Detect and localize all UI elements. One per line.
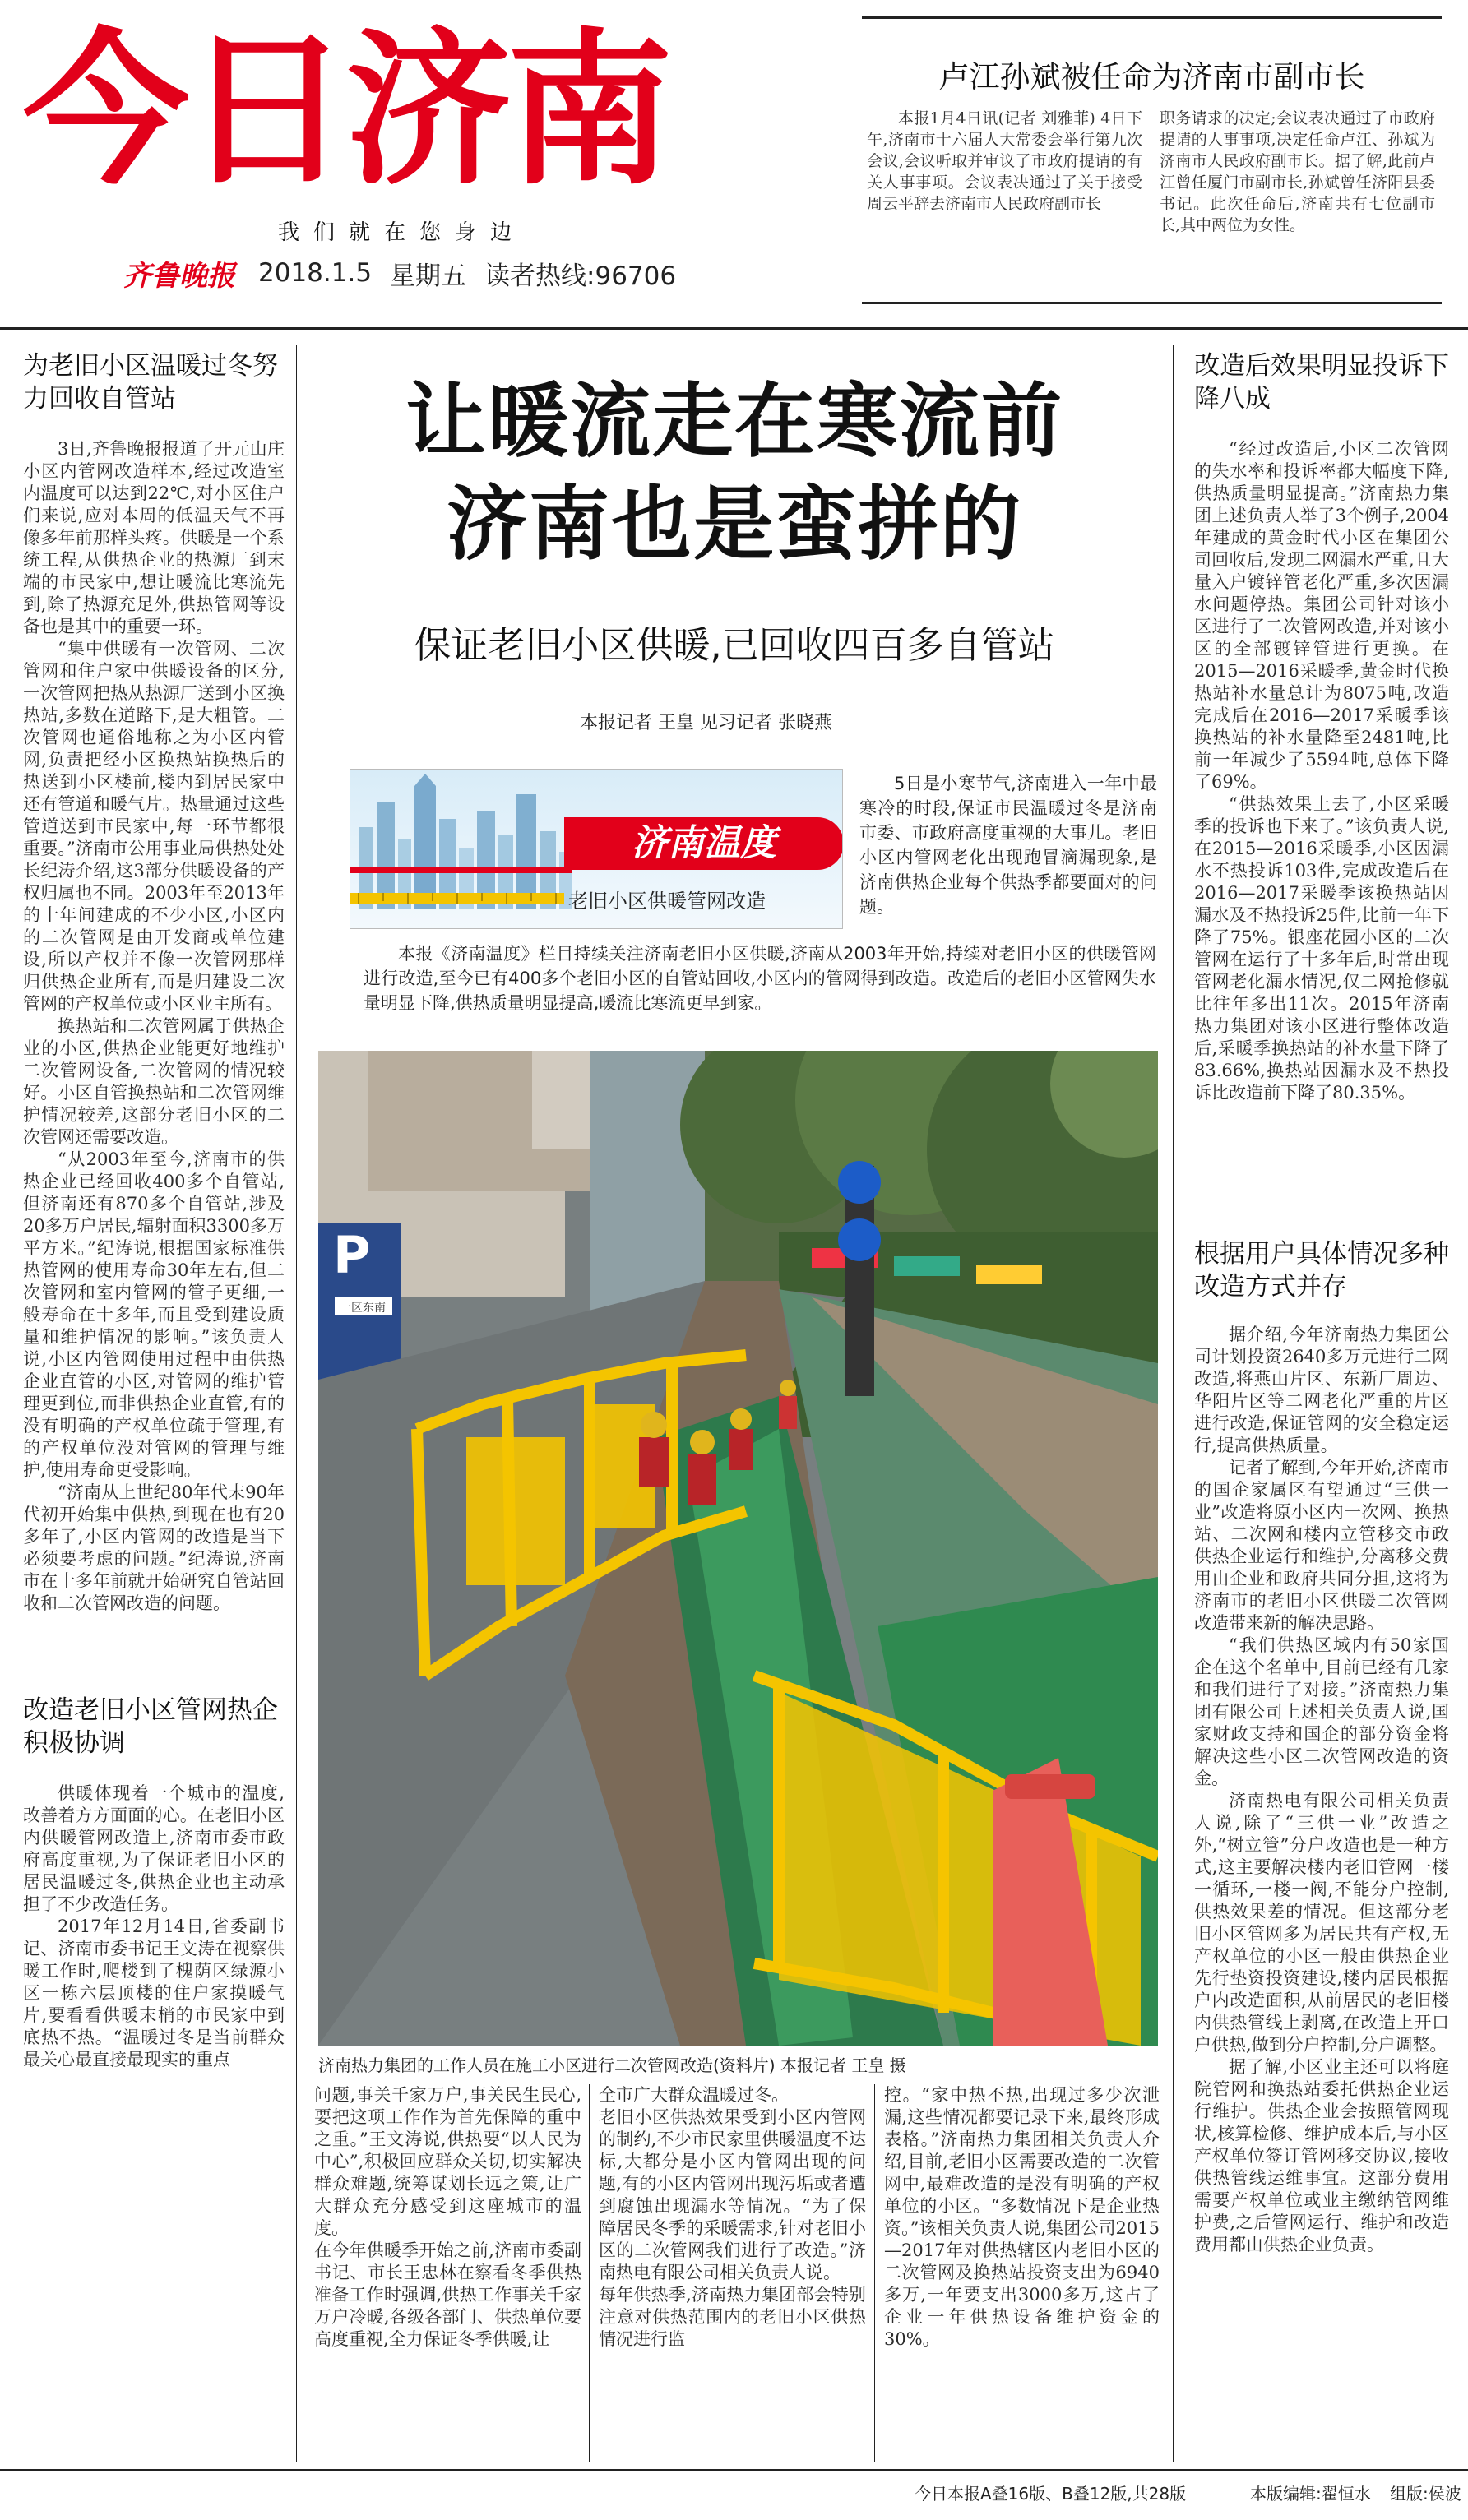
bottom-column-3: 控。“家中热不热,出现过多少次泄漏,这些情况都要记录下来,最终形成表格。”济南热力集团相关负责人介绍,目前,老旧小区需要改造的二次管网中,最难改造的是没有明确的产权单位的小区。“多数情况下是企业热资。”该相关负责人说,集团公司2015—2017年对供热辖区内老旧小区的二次管网及换热站投资支出为6940多万,一年要支出3000多万,这占了企业一年供热设备维护资金的30%。 — [884, 2085, 1160, 2349]
column-logo-subtitle: 老旧小区供暖管网改造 — [568, 890, 766, 913]
page-footer — [0, 2469, 1468, 2512]
masthead-title: 今日济南 — [23, 16, 668, 206]
paragraph: 3日,齐鲁晚报报道了开元山庄小区内管网改造样本,经过改造室内温度可以达到22℃,对小区住户们来说,应对本周的低温天气不再像多年前那样头疼。供暖是一个系统工程,从供热企业的热源厂到末端的市民家中,想让暖流比寒流先到,除了热源充足外,供热管网等设备也是其中的重要一环。 — [23, 439, 285, 636]
paragraph: “经过改造后,小区二次管网的失水率和投诉率都大幅度下降,供热质量明显提高。”济南热力集团上述负责人举了3个例子,2004年建成的黄金时代小区在集团公司回收后,发现二网漏水严重,且大量入户镀锌管老化严重,多次因漏水问题停热。集团公司针对该小区进行了二次管网改造,并对该小区的全部镀锌管进行更换。在2015—2016采暖季,黄金时代换热站补水量总计为8075吨,改造完成后在2016—2017采暖季该换热站的补水量降至2481吨,比前一年减少了5594吨,总体下降了69%。 — [1194, 439, 1449, 792]
right-body — [1194, 438, 1449, 1219]
top-news-headline: 卢江孙斌被任命为济南市副市长 — [938, 59, 1365, 95]
paragraph: 2017年12月14日,省委副书记、济南市委书记王文涛在视察供暖工作时,爬楼到了槐荫区绿源小区一栋六层顶楼的住户家摸暖气片,要看看供暖末梢的市民家中到底热不热。“温暖过冬是当前群众最关心最直接最现实的重点 — [23, 1917, 285, 2069]
construction-photo — [318, 1051, 1158, 2046]
column-divider — [589, 2084, 590, 2462]
right-heading-2: 根据用户具体情况多种改造方式并存 — [1194, 1239, 1449, 1302]
svg-text:P: P — [333, 1225, 371, 1285]
left-body — [23, 438, 285, 1688]
footer-editor: 本版编辑:翟恒水 — [1250, 2484, 1371, 2504]
main-headline-line-2: 济南也是蛮拼的 — [446, 478, 1022, 571]
column-logo — [350, 769, 843, 929]
main-byline: 本报记者 王皇 见习记者 张晓燕 — [580, 713, 832, 733]
column-divider — [874, 2084, 875, 2462]
paragraph: 换热站和二次管网属于供热企业的小区,供热企业能更好地维护二次管网设备,二次管网的情况较好。小区自管换热站和二次管网维护情况较差,这部分老旧小区的二次管网还需要改造。 — [23, 1016, 285, 1147]
construction-scene-image — [318, 1051, 1158, 2046]
masthead-slogan: 我们就在您身边 — [278, 220, 526, 245]
weekday: 星期五 — [390, 261, 467, 291]
brand-logo: 齐鲁晚报 — [123, 259, 235, 293]
paragraph: “从2003年至今,济南市的供热企业已经回收400多个自管站,但济南还有870多个自管站,涉及20多万户居民,辐射面积3300多万平方米。”纪涛说,根据国家标准供热管网的使用寿命30年左右,但二次管网和室内管网的管子更细,一般寿命在十多年,而且受到建设质量和维护情况的影响。”该负责人说,小区内管网使用过程中由供热企业直管的小区,对管网的维护管理更到位,而非供热企业直管,有的没有明确的产权单位疏于管理,有的产权单位没对管网的管理与维护,使用寿命更受影响。 — [23, 1149, 285, 1480]
paragraph: 据了解,小区业主还可以将庭院管网和换热站委托供热企业运行维护。供热企业会按照管网现状,核算检修、维护成本后,与小区产权单位签订管网移交协议,接收供热管线运维事宜。这部分费用需要产权单位或业主缴纳管网维护费,之后管网运行、维护和改造费用都由供热企业负责。 — [1194, 2057, 1449, 2254]
column-divider-right — [1173, 345, 1174, 2462]
header-rule — [0, 327, 1468, 330]
left-body-2 — [23, 1782, 285, 2461]
top-news-column-1: 本报1月4日讯(记者 刘雅菲) 4日下午,济南市十六届人大常委会举行第九次会议,会议听取并审议了市政府提请的有关人事事项。会议表决通过了关于接受周云平辞去济南市人民政府副市长 — [867, 109, 1142, 213]
main-intro: 5日是小寒节气,济南进入一年中最寒冷的时段,保证市民温暖过冬是济南市委、市政府高度重视的大事儿。老旧小区内管网老化出现跑冒滴漏现象,是济南供热企业每个供热季都要面对的问题。 — [859, 774, 1157, 917]
top-news-column-2: 职务请求的决定;会议表决通过了市政府提请的人事事项,决定任命卢江、孙斌为济南市人民政府副市长。据了解,此前卢江曾任厦门市副市长,孙斌曾任济阳县委书记。此次任命后,济南共有七位副市长,其中两位为女性。 — [1160, 109, 1435, 234]
top-news-box — [862, 16, 1442, 304]
paragraph: 据介绍,今年济南热力集团公司计划投资2640多万元进行二网改造,将燕山片区、东新厂周边、华阳片区等二网老化严重的片区进行改造,保证管网的安全稳定运行,提高供热质量。 — [1194, 1325, 1449, 1455]
photo-caption: 济南热力集团的工作人员在施工小区进行二次管网改造(资料片) 本报记者 王皇 摄 — [318, 2055, 906, 2075]
paragraph: “集中供暖有一次管网、二次管网和住户家中供暖设备的区分,一次管网把热从热源厂送到小区换热站,多数在道路下,是大粗管。二次管网也通俗地称之为小区内管网,负责把经小区换热站换热后的热送到小区楼前,楼内到居民家中还有管道和暖气片。热量通过这些管道送到市民家中,每一环节都很重要。”济南市公用事业局供热处处长纪涛介绍,这3部分供暖设备的产权归属也不同。2003年至2013年的十年间建成的不少小区,小区内的二次管网是由开发商或单位建设,所以产权并不像一次管网那样归供热企业所有,而是归建设二次管网的产权单位或小区业主所有。 — [23, 639, 285, 1014]
paragraph: “供热效果上去了,小区采暖季的投诉也下来了。”该负责人说,在2015—2016采暖季,小区因漏水不热投诉103件,完成改造后在2016—2017采暖季该换热站因漏水及不热投诉25件,比前一年下降了75%。银座花园小区的二次管网在运行了十多年后,时常出现管网老化漏水情况,仅二网抢修就比往年多出11次。2015年济南热力集团对该小区进行整体改造后,采暖季换热站的补水量下降了83.66%,换热站因漏水及不热投诉比改造前下降了80.35%。 — [1194, 794, 1449, 1103]
main-subheadline: 保证老旧小区供暖,已回收四百多自管站 — [414, 623, 1055, 667]
paragraph: 供暖体现着一个城市的温度,改善着方方面面的心。在老旧小区内供暖管网改造上,济南市委市政府高度重视,为了保证老旧小区的居民温暖过冬,供热企业也主动承担了不少改造任务。 — [23, 1783, 285, 1914]
main-lead: 本报《济南温度》栏目持续关注济南老旧小区供暖,济南从2003年开始,持续对老旧小区的供暖管网进行改造,至今已有400多个老旧小区的自管站回收,小区内的管网得到改造。改造后的老旧小区管网失水量明显下降,供热质量明显提高,暖流比寒流更早到家。 — [364, 944, 1156, 1013]
column-logo-title: 济南温度 — [564, 817, 843, 870]
bottom-column-2: 全市广大群众温暖过冬。 老旧小区供热效果受到小区内管网的制约,不少市民家里供暖温度不达标,大都分是小区内管网出现的问题,有的小区内管网出现污垢或者遭到腐蚀出现漏水等情况。“为了保障居民冬季的采暖需求,针对老旧小区的二次管网我们进行了改造。”济南热电有限公司相关负责人说。 每年供热季,济南热力集团部会特别注意对供热范围内的老旧小区供热情况进行监 — [599, 2085, 866, 2349]
reader-hotline: 读者热线:96706 — [484, 261, 677, 291]
column-divider-left — [296, 345, 297, 2462]
photo-sign-text: 一区东南 — [340, 1302, 386, 1315]
footer-page-count: 今日本报A叠16版、B叠12版,共28版 — [915, 2484, 1187, 2504]
left-heading: 为老旧小区温暖过冬努力回收自管站 — [23, 351, 278, 414]
paragraph: 济南热电有限公司相关负责人说,除了“三供一业”改造之外,“树立管”分户改造也是一种方式,这主要解决楼内老旧管网一楼一循环,一楼一阀,不能分户控制,供热效果差的情况。但这部分老旧小区管网多为居民共有产权,无产权单位的小区一般由供热企业先行垫资投资建设,楼内居民根据户内改造面积,从前居民的老旧楼内供热管线上剥离,在改造上开口户供热,做到分户控制,分户调整。 — [1194, 1791, 1449, 2055]
paragraph: “济南从上世纪80年代末90年代初开始集中供热,到现在也有20多年了,小区内管网的改造是当下必须要考虑的问题。”纪涛说,济南市在十多年前就开始研究自管站回收和二次管网改造的问题。 — [23, 1482, 285, 1613]
main-headline-line-1: 让暖流走在寒流前 — [405, 375, 1063, 469]
bottom-column-1: 问题,事关千家万户,事关民生民心,要把这项工作作为首先保障的重中之重。”王文涛说,供热要“以人民为中心”,积极回应群众关切,切实解决群众难题,统筹谋划长远之策,让广大群众充分感受到这座城市的温度。 在今年供暖季开始之前,济南市委副书记、市长王忠林在察看冬季供热准备工作时强调,供热工作事关千家万户冷暖,各级各部门、供热单位要高度重视,全力保证冬季供暖,让 — [314, 2085, 581, 2349]
footer-design: 组版:侯波 — [1390, 2484, 1461, 2504]
paragraph: “我们供热区域内有50家国企在这个名单中,目前已经有几家和我们进行了对接。”济南热力集团有限公司上述相关负责人说,国家财政支持和国企的部分资金将解决这些小区二次管网改造的资金。 — [1194, 1635, 1449, 1788]
issue-date: 2018.1.5 — [258, 258, 373, 288]
publication-info — [123, 257, 677, 293]
right-heading: 改造后效果明显投诉下降八成 — [1194, 351, 1449, 414]
paragraph: 记者了解到,今年开始,济南市的国企家属区有望通过“三供一业”改造将原小区内一次网、换热站、二次网和楼内立管移交市政供热企业运行和维护,分离移交费用由企业和政府共同分担,这将为济南市的老旧小区供暖二次管网改造带来新的解决思路。 — [1194, 1458, 1449, 1633]
left-heading-2: 改造老旧小区管网热企积极协调 — [23, 1695, 278, 1758]
right-body-2 — [1194, 1324, 1449, 2462]
